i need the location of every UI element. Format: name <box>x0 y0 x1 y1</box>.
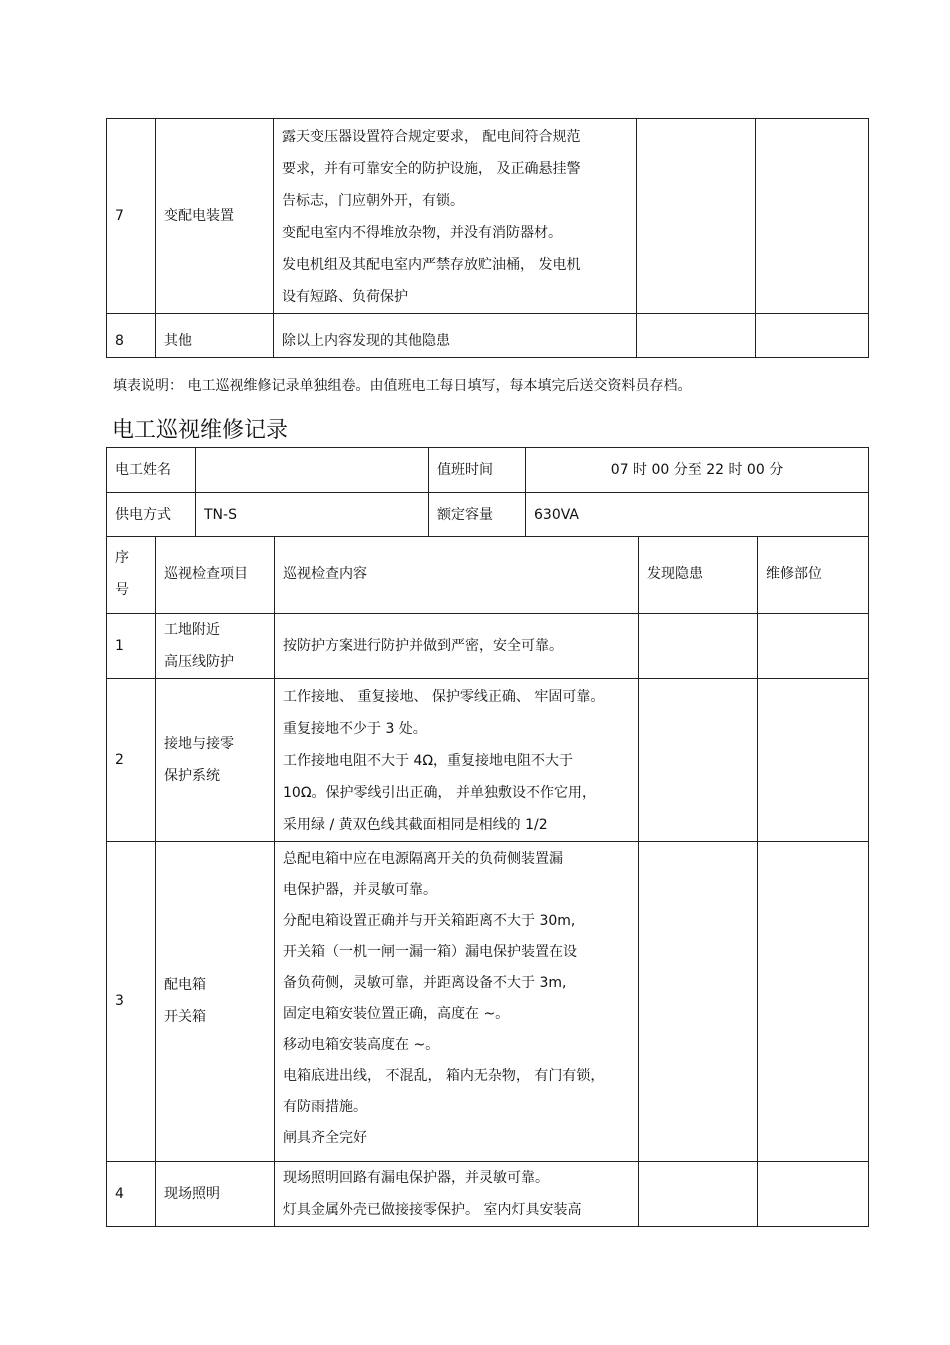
inspection-content <box>274 119 637 314</box>
item-line: 配电箱 <box>164 977 206 993</box>
content-line: 露天变压器设置符合规定要求， 配电间符合规范 <box>282 129 581 145</box>
repair-cell[interactable] <box>756 314 869 358</box>
content-line: 工作接地电阻不大于 4Ω，重复接地电阻不大于 <box>283 752 574 769</box>
shift-label: 值班时间 <box>429 448 526 493</box>
shift-field[interactable]: 07 时 00 分至 22 时 00 分 <box>526 448 869 493</box>
content-line: 分配电箱设置正确并与开关箱距离不大于 30m, <box>283 912 576 929</box>
inspection-item: 其他 <box>156 314 274 358</box>
inspection-content <box>274 314 637 358</box>
content-line: 电保护器，并灵敏可靠。 <box>283 881 437 898</box>
content-line: 备负荷侧，灵敏可靠，并距离设备不大于 3m, <box>283 974 567 991</box>
table-header-row <box>107 536 869 613</box>
content-line: 重复接地不少于 3 处。 <box>283 720 427 737</box>
item-line: 接地与接零 <box>164 735 234 752</box>
inspection-table-continued <box>106 118 869 358</box>
row-number: 1 <box>107 613 156 678</box>
info-row <box>107 493 869 537</box>
repair-cell[interactable] <box>758 678 869 841</box>
repair-cell[interactable] <box>756 119 869 314</box>
content-line: 要求，并有可靠安全的防护设施， 及正确悬挂警 <box>282 161 581 177</box>
hazard-cell[interactable] <box>639 841 758 1161</box>
table-row <box>107 678 869 841</box>
content-line: 固定电箱安装位置正确，高度在 ~。 <box>283 1005 510 1022</box>
item-line: 现场照明 <box>164 1185 220 1202</box>
header-no <box>107 536 156 613</box>
table-row <box>107 314 869 358</box>
row-number: 7 <box>107 119 156 314</box>
content-line: 电箱底进出线， 不混乱， 箱内无杂物， 有门有锁， <box>283 1067 605 1084</box>
hazard-cell[interactable] <box>637 314 756 358</box>
row-number: 8 <box>107 314 156 358</box>
header-no-line: 号 <box>115 582 129 599</box>
inspection-content <box>275 1161 639 1226</box>
content-line: 闸具齐全完好 <box>283 1129 367 1146</box>
content-line: 除以上内容发现的其他隐患 <box>282 333 450 349</box>
header-item: 巡视检查项目 <box>156 536 275 613</box>
content-line: 灯具金属外壳已做接接零保护。 室内灯具安装高 <box>283 1201 582 1218</box>
content-line: 设有短路、负荷保护 <box>282 289 408 305</box>
item-line: 保护系统 <box>164 767 220 784</box>
fill-instructions: 填表说明： 电工巡视维修记录单独组卷。由值班电工每日填写，每本填完后送交资料员存档。 <box>113 378 692 394</box>
capacity-label: 额定容量 <box>429 493 526 537</box>
table-row <box>107 613 869 678</box>
table-row <box>107 841 869 1161</box>
content-line: 开关箱（一机一闸一漏一箱）漏电保护装置在设 <box>283 943 577 960</box>
item-line: 高压线防护 <box>164 653 234 670</box>
hazard-cell[interactable] <box>639 678 758 841</box>
content-line: 按防护方案进行防护并做到严密，安全可靠。 <box>283 637 563 654</box>
repair-cell[interactable] <box>758 841 869 1161</box>
content-line: 移动电箱安装高度在 ~。 <box>283 1036 440 1053</box>
hazard-cell[interactable] <box>637 119 756 314</box>
content-line: 有防雨措施。 <box>283 1098 367 1115</box>
row-number: 4 <box>107 1161 156 1226</box>
hazard-cell[interactable] <box>639 1161 758 1226</box>
table-row <box>107 119 869 314</box>
header-hazard: 发现隐患 <box>639 536 758 613</box>
supply-field[interactable]: TN-S <box>196 493 429 537</box>
inspection-item <box>156 678 275 841</box>
page-title: 电工巡视维修记录 <box>112 418 289 443</box>
header-content: 巡视检查内容 <box>275 536 639 613</box>
repair-cell[interactable] <box>758 613 869 678</box>
info-table <box>106 447 869 537</box>
inspection-item <box>156 1161 275 1226</box>
header-no-line: 序 <box>115 550 129 567</box>
content-line: 告标志，门应朝外开，有锁。 <box>282 193 464 209</box>
content-line: 工作接地、 重复接地、 保护零线正确、 牢固可靠。 <box>283 688 605 705</box>
item-line: 工地附近 <box>164 621 220 638</box>
header-repair: 维修部位 <box>758 536 869 613</box>
content-line: 10Ω。保护零线引出正确， 并单独敷设不作它用， <box>283 784 596 801</box>
supply-label: 供电方式 <box>107 493 196 537</box>
content-line: 现场照明回路有漏电保护器，并灵敏可靠。 <box>283 1169 549 1186</box>
content-line: 变配电室内不得堆放杂物，并没有消防器材。 <box>282 225 562 241</box>
item-line: 开关箱 <box>164 1009 206 1025</box>
capacity-field[interactable]: 630VA <box>526 493 869 537</box>
table-row <box>107 1161 869 1226</box>
repair-cell[interactable] <box>758 1161 869 1226</box>
electrician-field[interactable] <box>196 448 429 493</box>
inspection-content <box>275 841 639 1161</box>
inspection-table <box>106 536 869 1227</box>
info-row <box>107 448 869 493</box>
inspection-item: 变配电装置 <box>156 119 274 314</box>
content-line: 总配电箱中应在电源隔离开关的负荷侧装置漏 <box>283 850 563 867</box>
row-number: 2 <box>107 678 156 841</box>
inspection-item <box>156 841 275 1161</box>
inspection-item <box>156 613 275 678</box>
inspection-content <box>275 678 639 841</box>
content-line: 采用绿 / 黄双色线其截面相同是相线的 1/2 <box>283 816 548 833</box>
inspection-content <box>275 613 639 678</box>
row-number: 3 <box>107 841 156 1161</box>
hazard-cell[interactable] <box>639 613 758 678</box>
electrician-label: 电工姓名 <box>107 448 196 493</box>
content-line: 发电机组及其配电室内严禁存放贮油桶， 发电机 <box>282 257 581 273</box>
